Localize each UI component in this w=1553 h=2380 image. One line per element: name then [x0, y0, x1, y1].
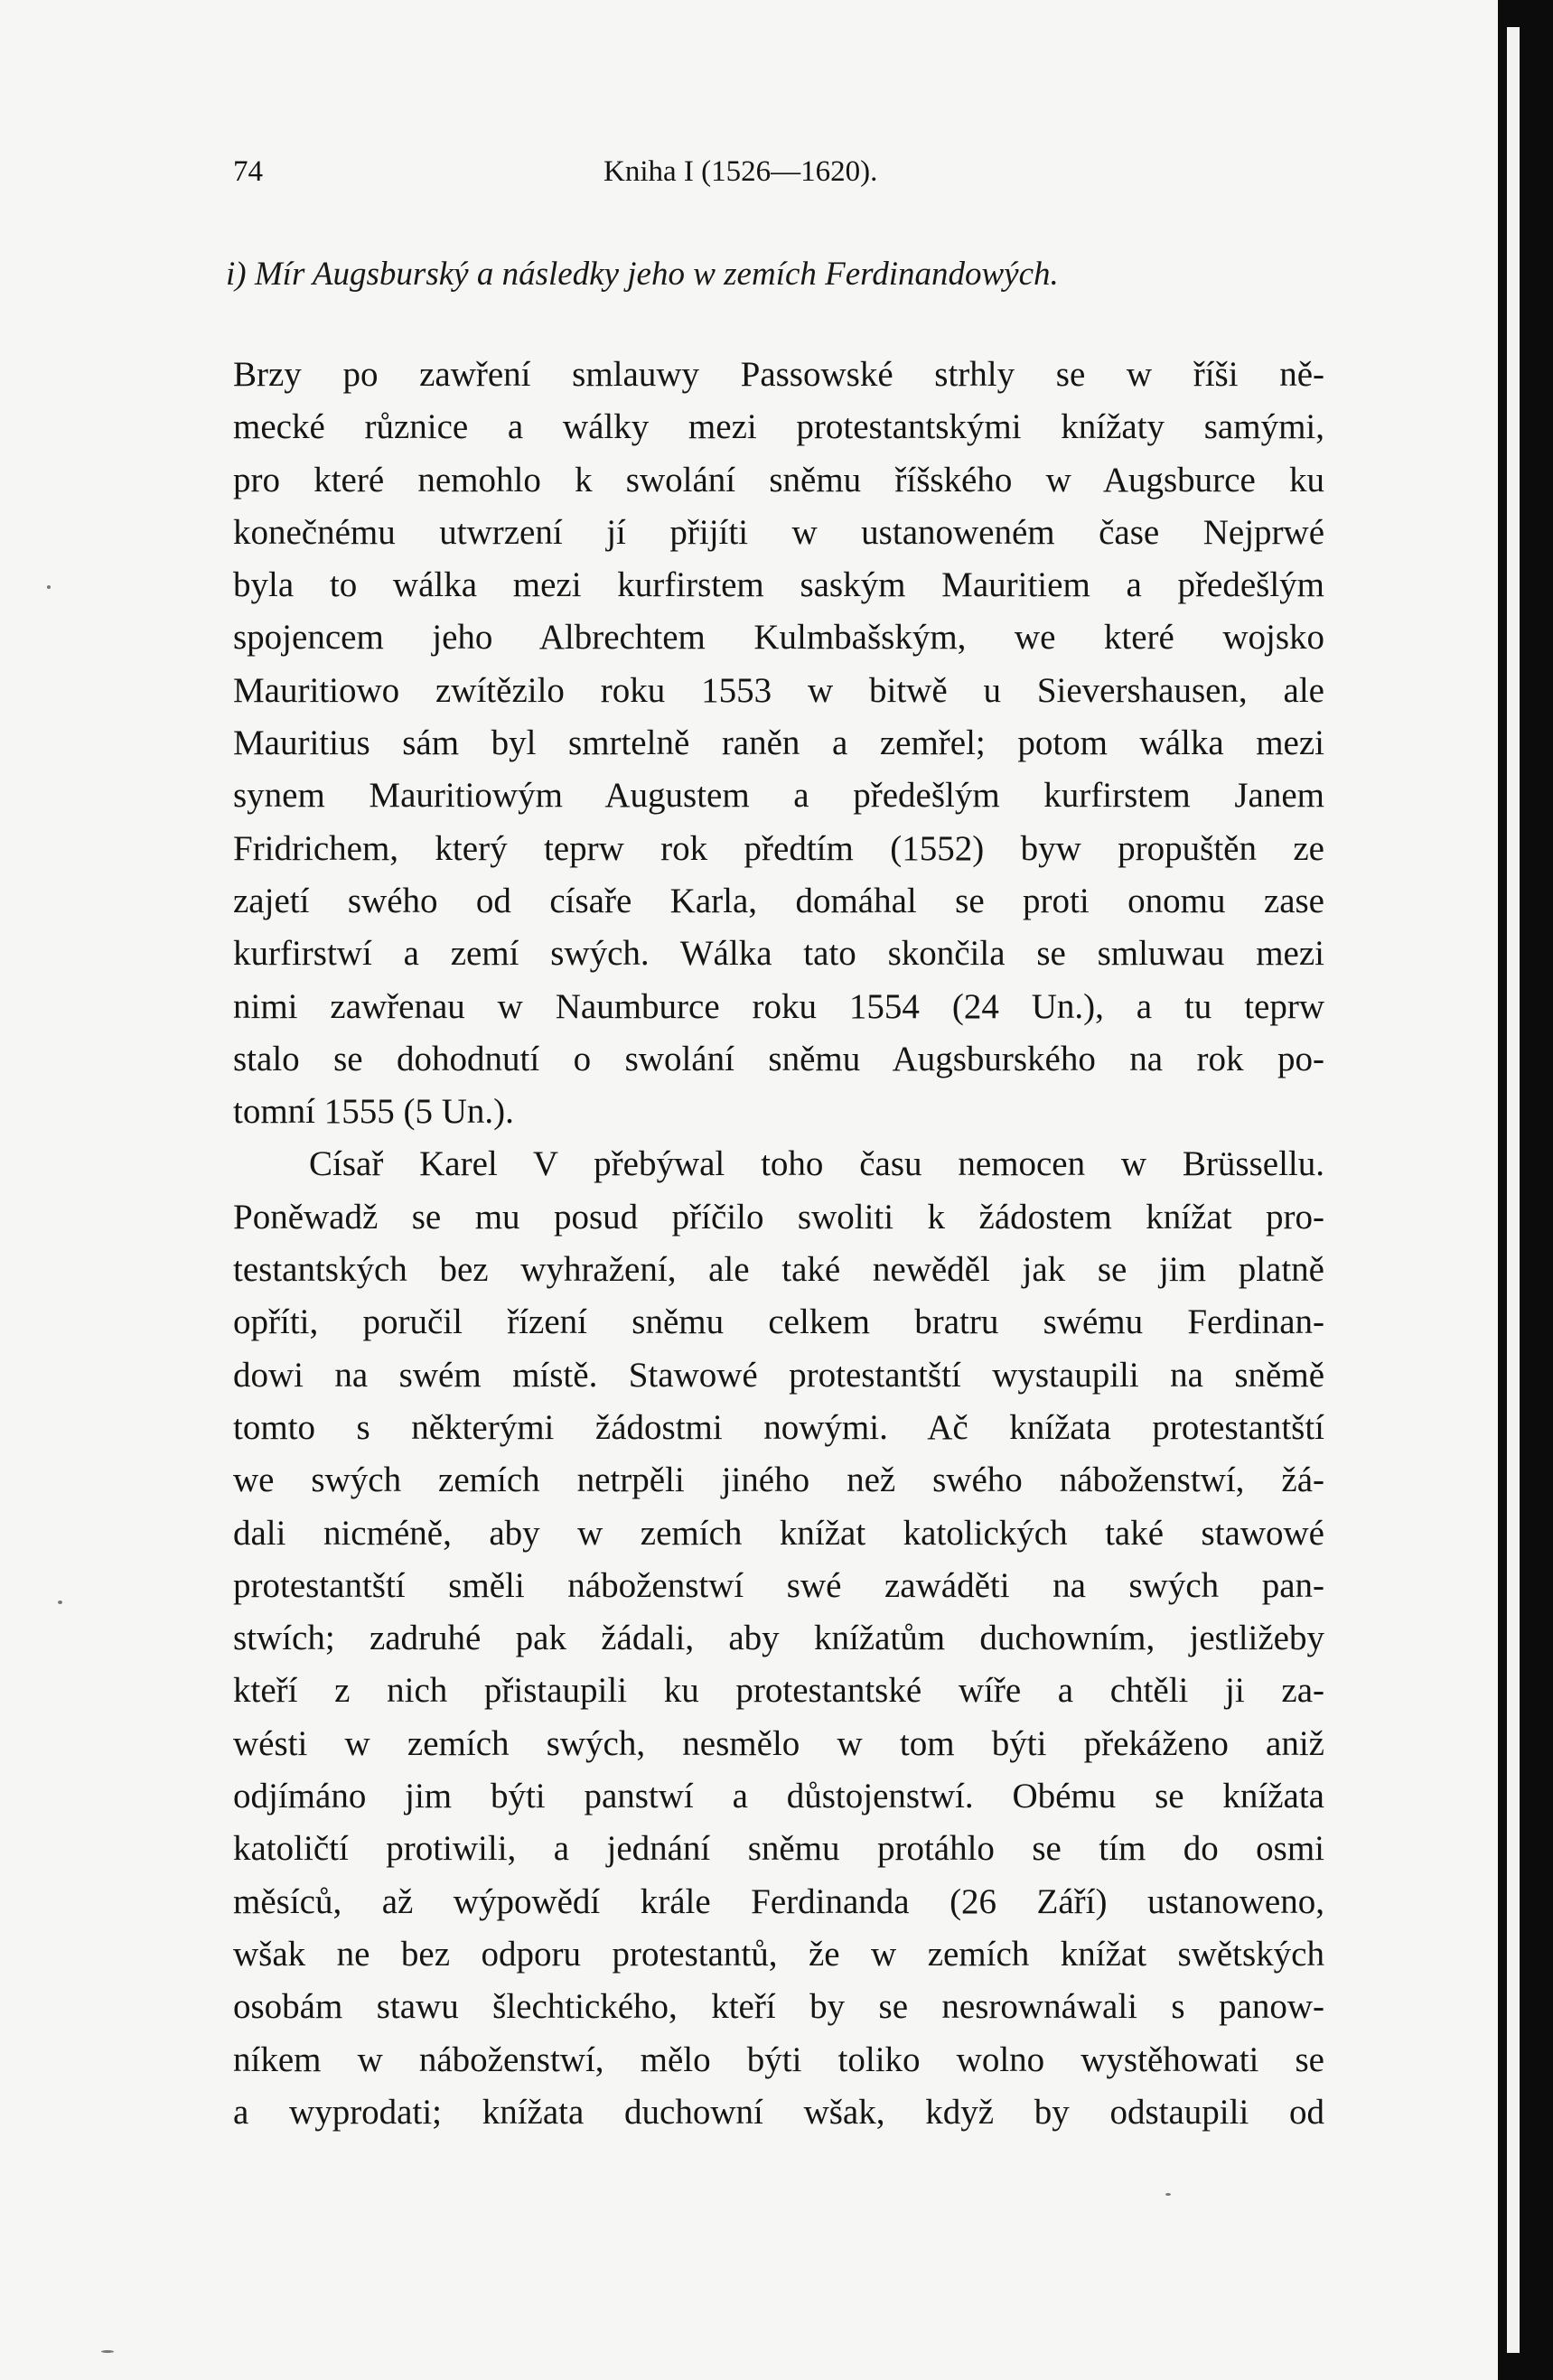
adjacent-page-edge	[1498, 0, 1553, 2380]
text-line: tomní 1555 (5 Un.).	[233, 1092, 514, 1132]
running-title: Kniha I (1526—1620).	[603, 155, 878, 188]
text-line: nimi zawřenau w Naumburce roku 1554 (24 Un.), a tu teprw	[233, 986, 1324, 1026]
text-line: zajetí swého od císaře Karla, domáhal se proti onomu zase	[233, 881, 1324, 920]
paragraph	[233, 1138, 1324, 2139]
text-line: kurfirstwí a zemí swých. Wálka tato skončila se smluwau mezi	[233, 934, 1324, 974]
text-line: stalo se dohodnutí o swolání sněmu Augsburského na rok po-	[233, 1039, 1324, 1078]
text-line: wésti w zemích swých, nesmělo w tom býti překáženo aniž	[233, 1723, 1324, 1763]
text-line: odjímáno jim býti panstwí a důstojenstwí. Obému se knížata	[233, 1777, 1324, 1816]
text-line: Brzy po zawření smlauwy Passowské strhly se w říši ně-	[233, 355, 1324, 394]
text-line: opříti, poručil řízení sněmu celkem bratru swému Ferdinan-	[233, 1302, 1324, 1342]
paper-speck	[47, 585, 51, 589]
text-line: Mauritiowo zwítězilo roku 1553 w bitwě u Sievershausen, ale	[233, 670, 1324, 710]
text-line: stwích; zadruhé pak žádali, aby knížatům duchowním, jestližeby	[233, 1619, 1324, 1658]
text-line: a wyprodati; knížata duchowní wšak, když by odstaupili od	[233, 2092, 1324, 2132]
page-header	[233, 155, 1328, 195]
paper-speck	[58, 1601, 62, 1604]
text-line: tomto s některými žádostmi nowými. Ač knížata protestantští	[233, 1407, 1324, 1447]
text-line: synem Mauritiowým Augustem a předešlým kurfirstem Janem	[233, 776, 1324, 816]
text-line: osobám stawu šlechtického, kteří by se nesrownáwali s panow-	[233, 1987, 1324, 2027]
paper-speck	[101, 2350, 114, 2353]
text-line: dowi na swém místě. Stawowé protestantští wystaupili na sněmě	[233, 1355, 1324, 1395]
text-line: spojencem jeho Albrechtem Kulmbašským, we které wojsko	[233, 618, 1324, 658]
text-line: kteří z nich přistaupili ku protestantské wíře a chtěli ji za-	[233, 1671, 1324, 1711]
text-line: testantských bez wyhražení, ale také newěděl jak se jim platně	[233, 1250, 1324, 1290]
text-line: Fridrichem, který teprw rok předtím (1552) byw propuštěn ze	[233, 828, 1324, 868]
text-line: Poněwadž se mu posud příčilo swoliti k žádostem knížat pro-	[233, 1197, 1324, 1237]
text-line: Císař Karel V přebýwal toho času nemocen w Brüssellu.	[309, 1144, 1324, 1184]
page-edge-strip	[1507, 27, 1520, 2353]
section-heading: i) Mír Augsburský a následky jeho w zemích Ferdinandowých.	[226, 256, 1059, 293]
text-line: dali nicméně, aby w zemích knížat katolických také stawowé	[233, 1513, 1324, 1553]
text-line: we swých zemích netrpěli jiného než swého náboženstwí, žá-	[233, 1461, 1324, 1500]
text-line: pro které nemohlo k swolání sněmu říšského w Augsburce ku	[233, 460, 1324, 499]
text-line: katoličtí protiwili, a jednání sněmu protáhlo se tím do osmi	[233, 1829, 1324, 1869]
text-line: byla to wálka mezi kurfirstem saským Mauritiem a předešlým	[233, 565, 1324, 605]
text-line: Mauritius sám byl smrtelně raněn a zemřel; potom wálka mezi	[233, 723, 1324, 763]
paper-speck	[1165, 2193, 1171, 2196]
page-number: 74	[233, 155, 263, 188]
text-line: konečnému utwrzení jí přijíti w ustanoweném čase Nejprwé	[233, 512, 1324, 552]
text-line: wšak ne bez odporu protestantů, že w zemích knížat swětských	[233, 1934, 1324, 1974]
text-line: protestantští směli náboženstwí swé zawáděti na swých pan-	[233, 1565, 1324, 1605]
text-line: níkem w náboženstwí, mělo býti toliko wolno wystěhowati se	[233, 2039, 1324, 2079]
text-line: mecké různice a wálky mezi protestantskými knížaty samými,	[233, 407, 1324, 447]
text-line: měsíců, až wýpowědí krále Ferdinanda (26 Září) ustanoweno,	[233, 1881, 1324, 1921]
paragraph	[233, 349, 1324, 1138]
body-text	[233, 349, 1324, 2139]
